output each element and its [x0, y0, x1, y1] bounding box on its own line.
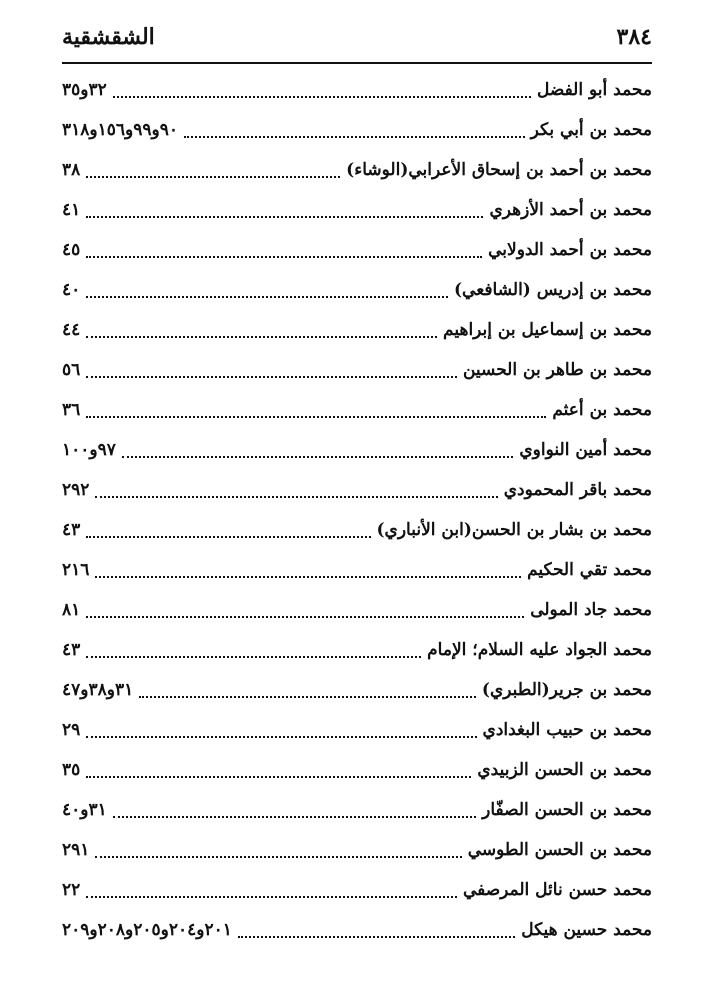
entry-name: محمد بن أعثم [552, 400, 652, 420]
leader-dots [86, 656, 421, 658]
entry-pages: ٤٣ [62, 640, 81, 660]
entry-pages: ٤٥ [62, 240, 81, 260]
leader-dots [86, 896, 457, 898]
leader-dots [122, 456, 513, 458]
index-entry [62, 110, 652, 150]
page-header [62, 22, 652, 54]
index-entry [62, 590, 652, 630]
entry-name: محمد بن أبي بكر [530, 120, 652, 140]
index-entry [62, 910, 652, 950]
index-entry [62, 750, 652, 790]
entry-pages: ٣٨ [62, 160, 81, 180]
page-number: ٣٨٤ [616, 24, 652, 50]
leader-dots [86, 416, 546, 418]
entry-name: محمد تقي الحكيم [527, 560, 652, 580]
leader-dots [86, 336, 437, 338]
entry-pages: ٤١ [62, 200, 81, 220]
leader-dots [86, 376, 457, 378]
entry-name: محمد حسين هيكل [521, 920, 652, 940]
entry-name: محمد بن جرير(الطبري) [481, 680, 652, 700]
leader-dots [86, 256, 482, 258]
entry-name: محمد بن الحسن الطوسي [467, 840, 652, 860]
entry-pages: ٢١٦ [62, 560, 90, 580]
entry-pages: ٣٦ [62, 400, 81, 420]
leader-dots [86, 736, 476, 738]
entry-name: محمد بن حبيب البغدادي [482, 720, 652, 740]
index-entry [62, 70, 652, 110]
entry-name: محمد الجواد عليه السلام؛ الإمام [427, 640, 652, 660]
index-entry [62, 550, 652, 590]
entry-pages: ٤٣ [62, 520, 81, 540]
entry-pages: ٨١ [62, 600, 81, 620]
entry-name: محمد بن أحمد الدولابي [488, 240, 652, 260]
leader-dots [95, 856, 461, 858]
index-entry [62, 150, 652, 190]
entry-pages: ٢٢ [62, 880, 81, 900]
index-entry [62, 510, 652, 550]
entry-pages: ٥٦ [62, 360, 81, 380]
entry-pages: ٩٧و١٠٠ [62, 440, 116, 460]
entry-pages: ٢٠١و٢٠٤و٢٠٥و٢٠٨و٢٠٩ [62, 920, 232, 940]
leader-dots [139, 696, 476, 698]
index-entry [62, 430, 652, 470]
index-entry [62, 790, 652, 830]
leader-dots [86, 296, 448, 298]
entry-pages: ٣٥ [62, 760, 81, 780]
entry-pages: ٩٠و٩٩و١٥٦و٣١٨ [62, 120, 178, 140]
leader-dots [86, 616, 524, 618]
index-entry [62, 670, 652, 710]
entry-name: محمد بن إدريس (الشافعي) [454, 280, 652, 300]
index-entry [62, 710, 652, 750]
leader-dots [86, 216, 483, 218]
leader-dots [95, 496, 497, 498]
leader-dots [86, 776, 471, 778]
index-entry [62, 870, 652, 910]
entry-pages: ٣١و٤٠ [62, 800, 107, 820]
index-list [62, 70, 652, 950]
entry-pages: ٢٩١ [62, 840, 90, 860]
entry-pages: ٢٩٢ [62, 480, 90, 500]
index-entry [62, 310, 652, 350]
entry-pages: ٢٩ [62, 720, 81, 740]
entry-name: محمد أمين النواوي [519, 440, 652, 460]
entry-name: محمد بن الحسن الصفّار [482, 800, 652, 820]
entry-pages: ٤٠ [62, 280, 81, 300]
index-entry [62, 390, 652, 430]
leader-dots [113, 816, 476, 818]
entry-pages: ٣١و٣٨و٤٧ [62, 680, 134, 700]
entry-name: محمد بن إسماعيل بن إبراهيم [443, 320, 652, 340]
index-entry [62, 630, 652, 670]
index-entry [62, 230, 652, 270]
running-title: الشقشقية [62, 24, 155, 50]
entry-name: محمد بن بشار بن الحسن(ابن الأنباري) [376, 520, 652, 540]
entry-name: محمد حسن نائل المرصفي [462, 880, 652, 900]
entry-pages: ٤٤ [62, 320, 81, 340]
entry-name: محمد بن الحسن الزبيدي [477, 760, 652, 780]
index-entry [62, 190, 652, 230]
index-entry [62, 830, 652, 870]
entry-name: محمد بن أحمد بن إسحاق الأعرابي(الوشاء) [346, 160, 652, 180]
leader-dots [113, 96, 531, 98]
entry-name: محمد باقر المحمودي [503, 480, 652, 500]
leader-dots [86, 176, 340, 178]
leader-dots [184, 136, 525, 138]
leader-dots [86, 536, 370, 538]
entry-name: محمد بن أحمد الأزهري [489, 200, 652, 220]
leader-dots [95, 576, 521, 578]
index-entry [62, 270, 652, 310]
entry-name: محمد أبو الفضل [536, 80, 652, 100]
entry-pages: ٣٢و٣٥ [62, 80, 107, 100]
entry-name: محمد جاد المولى [530, 600, 652, 620]
index-entry [62, 470, 652, 510]
header-divider [62, 62, 652, 64]
leader-dots [238, 936, 515, 938]
index-entry [62, 350, 652, 390]
entry-name: محمد بن طاهر بن الحسين [462, 360, 652, 380]
